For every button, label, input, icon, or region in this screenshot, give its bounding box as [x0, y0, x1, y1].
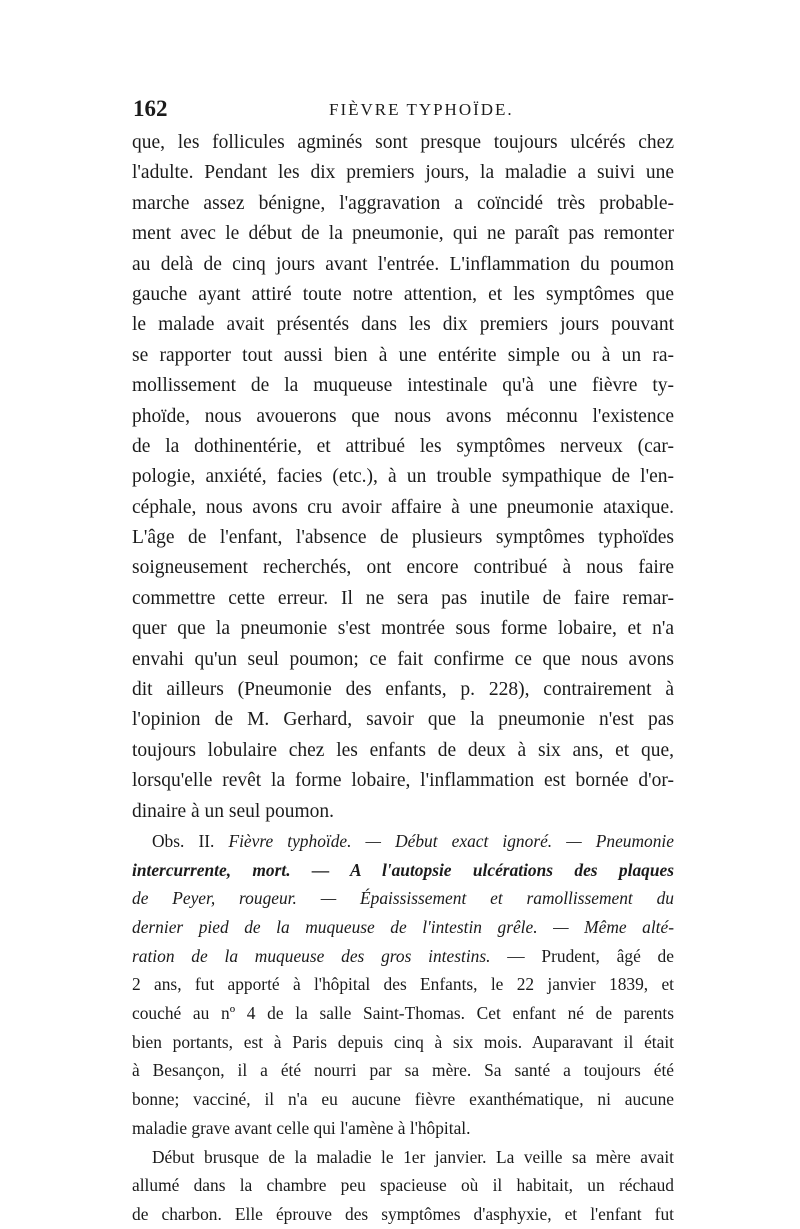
observation-heading-line [132, 942, 674, 971]
observation-heading-text: Fièvre typhoïde. — Début exact ignoré. — Pneumonie [228, 830, 674, 851]
onset-line: de charbon. Elle éprouve des symptômes d'asphyxie, et l'enfant fut [132, 1203, 674, 1224]
observation-label: Obs. II. [152, 830, 215, 851]
text-line: ment avec le début de la pneumonie, qui ne paraît pas remonter [132, 223, 674, 245]
case-text: — Prudent, âgé de [507, 945, 674, 966]
text-line: mollissement de la muqueuse intestinale qu'à une fièvre ty- [132, 375, 674, 397]
text-line: céphale, nous avons cru avoir affaire à une pneumonie ataxique. [132, 496, 674, 518]
case-line: 2 ans, fut apporté à l'hôpital des Enfants, le 22 janvier 1839, et [132, 974, 674, 995]
observation-heading-text: ration de la muqueuse des gros intestins. [132, 945, 491, 966]
case-line: couché au nº 4 de la salle Saint-Thomas. Cet enfant né de parents [132, 1003, 674, 1024]
text-line: l'opinion de M. Gerhard, savoir que la pneumonie n'est pas [132, 709, 674, 731]
text-line: quer que la pneumonie s'est montrée sous forme lobaire, et n'a [132, 618, 674, 640]
case-line: bonne; vacciné, il n'a eu aucune fièvre exanthématique, ni aucune [132, 1089, 674, 1110]
text-line: lorsqu'elle revêt la forme lobaire, l'inflammation est bornée d'or- [132, 770, 674, 792]
text-line: soigneusement recherchés, ont encore contribué à nous faire [132, 557, 674, 579]
case-line: bien portants, est à Paris depuis cinq à six mois. Auparavant il était [132, 1031, 674, 1052]
text-line: se rapporter tout aussi bien à une entérite simple ou à un ra- [132, 344, 674, 366]
onset-line: Début brusque de la maladie le 1er janvier. La veille sa mère avait [152, 1146, 674, 1167]
text-line: L'âge de l'enfant, l'absence de plusieurs symptômes typhoïdes [132, 527, 674, 549]
text-line: toujours lobulaire chez les enfants de deux à six ans, et que, [132, 739, 674, 761]
onset-line: allumé dans la chambre peu spacieuse où il habitait, un réchaud [132, 1175, 674, 1196]
case-line: à Besançon, il a été nourri par sa mère. Sa santé a toujours été [132, 1060, 674, 1081]
observation-heading-line [132, 827, 674, 856]
text-line: l'adulte. Pendant les dix premiers jours, la maladie a suivi une [132, 162, 674, 184]
observation-block [132, 827, 674, 1229]
text-line: marche assez bénigne, l'aggravation a coïncidé très probable- [132, 192, 674, 214]
text-line: gauche ayant attiré toute notre attention, et les symptômes que [132, 283, 674, 305]
text-line: de la dothinentérie, et attribué les symptômes nerveux (car- [132, 435, 674, 457]
text-line: le malade avait présentés dans les dix premiers jours pouvant [132, 314, 674, 336]
case-line: maladie grave avant celle qui l'amène à l'hôpital. [132, 1117, 471, 1138]
text-line: commettre cette erreur. Il ne sera pas inutile de faire remar- [132, 587, 674, 609]
text-line: envahi qu'un seul poumon; ce fait confirme ce que nous avons [132, 648, 674, 670]
text-line: dinaire à un seul poumon. [132, 800, 334, 822]
running-title: FIÈVRE TYPHOÏDE. [329, 100, 514, 119]
paragraph-discussion [132, 128, 674, 827]
page-number: 162 [133, 96, 168, 121]
text-line: pologie, anxiété, facies (etc.), à un trouble sympathique de l'en- [132, 466, 674, 488]
text-line: dit ailleurs (Pneumonie des enfants, p. 228), contrairement à [132, 679, 674, 701]
text-line: phoïde, nous avouerons que nous avons méconnu l'existence [132, 405, 674, 427]
observation-heading-line: dernier pied de la muqueuse de l'intestin grêle. — Même alté- [132, 917, 674, 938]
text-line: au delà de cinq jours avant l'entrée. L'inflammation du poumon [132, 253, 674, 275]
page-body [132, 128, 674, 1229]
observation-heading-line: intercurrente, mort. — A l'autopsie ulcérations des plaques [132, 859, 674, 880]
text-line: que, les follicules agminés sont presque toujours ulcérés chez [132, 132, 674, 153]
page-header [133, 96, 673, 126]
observation-heading-line: de Peyer, rougeur. — Épaississement et ramollissement du [132, 888, 674, 909]
